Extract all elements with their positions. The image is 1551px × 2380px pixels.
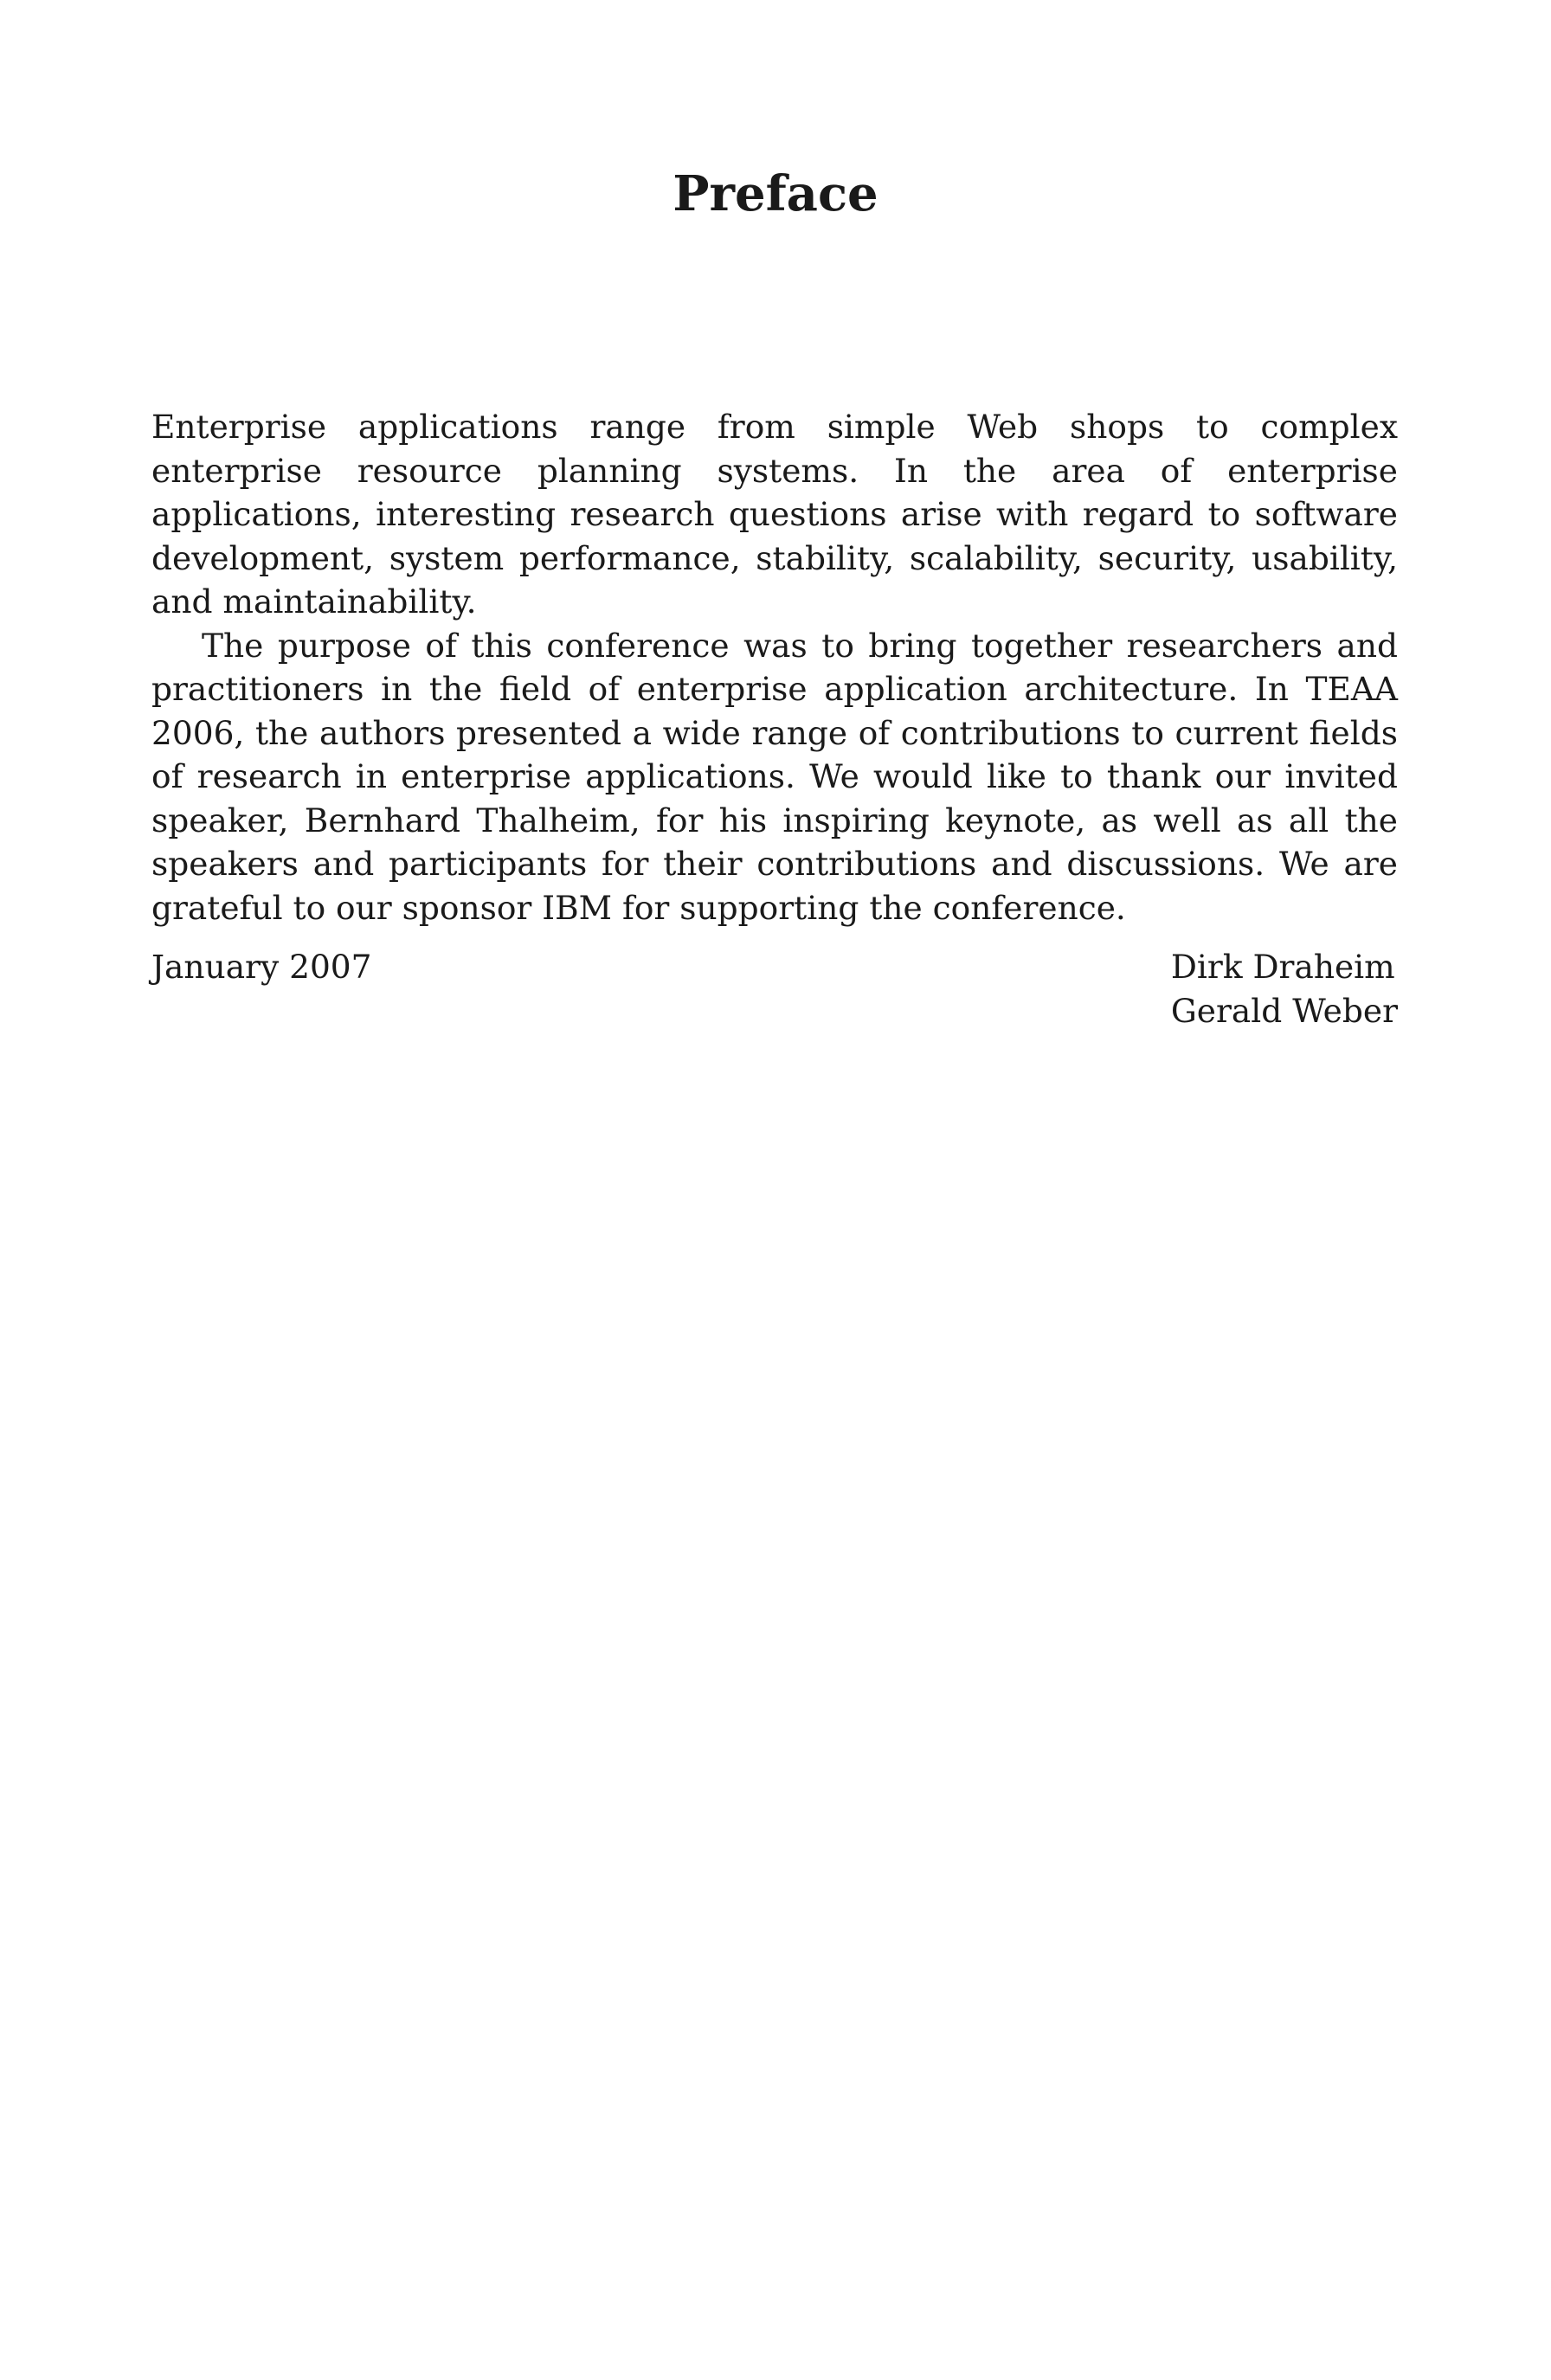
paragraph-2: The purpose of this conference was to bring together researchers and practitioners in the field of enterprise application architecture. In TEAA 2006, the authors presented a wide range of contributions to current fields of research in enterprise applications. We would like to thank our invited speaker, Bernhard Thalheim, for his inspiring keynote, as well as all the speakers and participants for their contributions and discussions. We are grateful to our sponsor IBM for supporting the conference.: [151, 626, 1398, 927]
signature-date: January 2007: [151, 948, 372, 986]
signature-authors: [1171, 945, 1398, 1032]
author-name: Dirk Draheim: [1170, 948, 1395, 986]
author-name: Gerald Weber: [1170, 991, 1398, 1030]
page-title: Preface: [673, 165, 878, 222]
paragraph-1: Enterprise applications range from simple Web shops to complex enterprise resource planning systems. In the area of enterprise applications, interesting research questions arise with regard to software development, system performance, stability, scalability, security, usability, and maintainability.: [151, 408, 1398, 621]
preface-body: [151, 405, 1398, 929]
